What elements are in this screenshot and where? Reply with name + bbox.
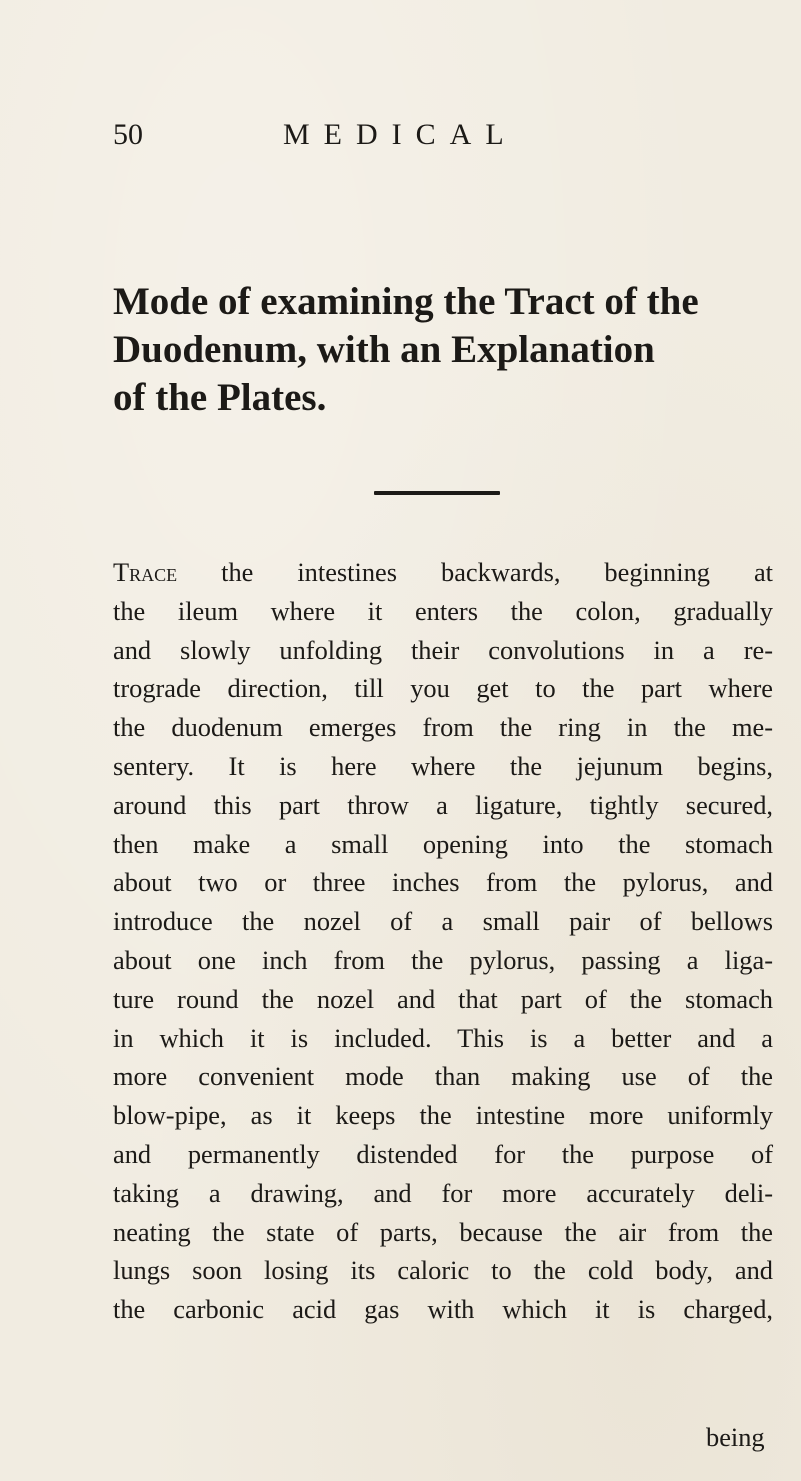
title-line: Duodenum, with an Explanation xyxy=(113,328,655,371)
body-line: the carbonic acid gas with which it is charged, xyxy=(113,1294,773,1325)
body-line: the ileum where it enters the colon, gradually xyxy=(113,595,773,626)
first-line-text: the intestines backwards, beginning at xyxy=(177,557,773,587)
body-line: then make a small opening into the stomach xyxy=(113,828,773,859)
body-line: neating the state of parts, because the air from the xyxy=(113,1216,773,1247)
page-number: 50 xyxy=(113,118,143,151)
body-line: lungs soon losing its caloric to the cold body, and xyxy=(113,1255,773,1286)
page-header xyxy=(0,118,801,158)
body-line: and permanently distended for the purpose of xyxy=(113,1138,773,1169)
body-line: and slowly unfolding their convolutions in a re- xyxy=(113,634,773,665)
body-line: blow-pipe, as it keeps the intestine more uniformly xyxy=(113,1100,773,1131)
body-line: in which it is included. This is a better and a xyxy=(113,1022,773,1053)
drop-word: Trace xyxy=(113,557,178,587)
section-title xyxy=(113,278,773,422)
body-paragraph xyxy=(113,553,773,1329)
body-line: about one inch from the pylorus, passing a liga- xyxy=(113,944,773,975)
body-line: about two or three inches from the pylorus, and xyxy=(113,867,773,898)
title-line: of the Plates. xyxy=(113,376,327,419)
section-divider xyxy=(374,491,500,495)
body-line: ture round the nozel and that part of the stomach xyxy=(113,983,773,1014)
running-head: MEDICAL xyxy=(283,118,518,151)
body-line: more convenient mode than making use of the xyxy=(113,1061,773,1092)
body-line: the duodenum emerges from the ring in the me- xyxy=(113,712,773,743)
title-line: Mode of examining the Tract of the xyxy=(113,280,699,323)
body-line: around this part throw a ligature, tightly secured, xyxy=(113,789,773,820)
body-line: sentery. It is here where the jejunum begins, xyxy=(113,750,773,781)
catchword: being xyxy=(706,1422,765,1452)
body-line: taking a drawing, and for more accurately deli- xyxy=(113,1177,773,1208)
body-line: trograde direction, till you get to the part where xyxy=(113,673,773,704)
body-line-first xyxy=(113,553,773,592)
body-line: introduce the nozel of a small pair of bellows xyxy=(113,906,773,937)
